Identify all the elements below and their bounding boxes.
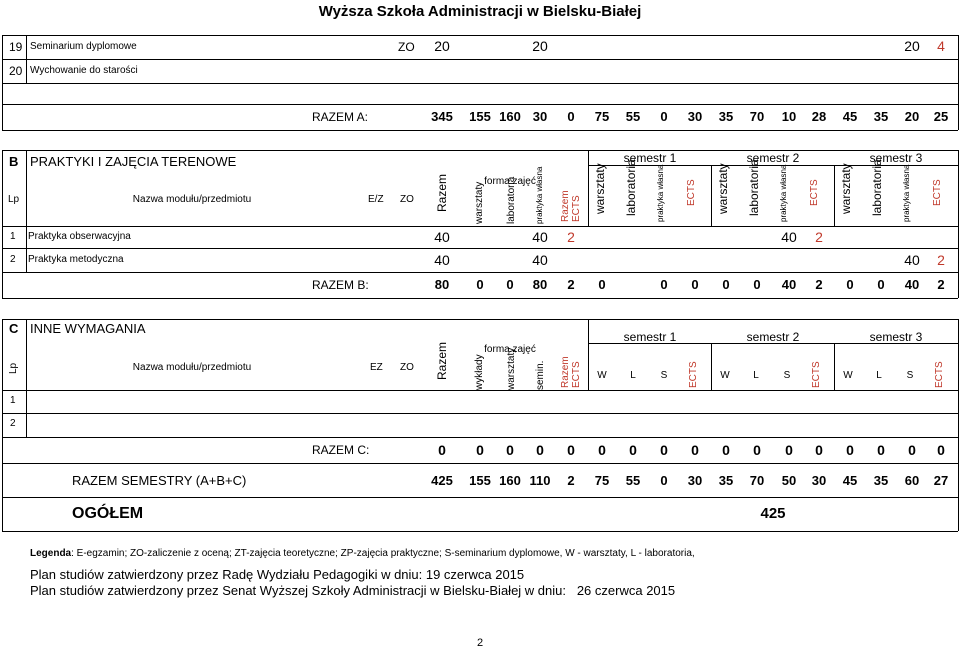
semestry-label: RAZEM SEMESTRY (A+B+C) xyxy=(72,473,247,488)
column-header: praktyka własna xyxy=(656,164,665,222)
total-cell: 30 xyxy=(687,473,703,488)
row-value: 40 xyxy=(781,229,797,245)
total-cell: 35 xyxy=(718,473,734,488)
column-header: S xyxy=(783,370,791,381)
header-forma: forma zajęć xyxy=(484,176,536,187)
semester-header: semestr 3 xyxy=(869,151,923,165)
semester-header: semestr 1 xyxy=(623,151,677,165)
total-cell: 0 xyxy=(629,442,637,458)
column-header: ECTS xyxy=(686,179,697,206)
total-cell: 35 xyxy=(873,109,889,124)
total-cell: 40 xyxy=(904,277,920,292)
row-ects: 2 xyxy=(815,229,823,245)
semester-header: semestr 2 xyxy=(746,330,800,344)
semester-header: semestr 2 xyxy=(746,151,800,165)
header-wyklady: wykłady xyxy=(474,354,485,390)
header-warsztaty: warsztaty xyxy=(474,181,485,224)
row-value: 20 xyxy=(532,38,548,54)
total-cell: 0 xyxy=(598,442,606,458)
total-cell: 0 xyxy=(506,442,514,458)
row-lp: 19 xyxy=(9,40,23,54)
column-header: ECTS xyxy=(688,361,699,388)
section-title: INNE WYMAGANIA xyxy=(30,321,146,336)
total-cell: 0 xyxy=(476,442,484,458)
section-letter: C xyxy=(9,321,19,336)
total-cell: 80 xyxy=(532,277,548,292)
header-zo: ZO xyxy=(400,362,414,373)
total-cell: 50 xyxy=(781,473,797,488)
legend-text: : E-egzamin; ZO-zaliczenie z oceną; ZT-zajęcia teoretyczne; ZP-zajęcia praktyczne; S-seminarium dyplomowe, W - warsztaty, L - laboratoria, xyxy=(71,548,695,559)
total-cell: 80 xyxy=(434,277,450,292)
legend-label: Legenda xyxy=(30,548,72,559)
header-laboratoria: laboratoria xyxy=(506,176,517,224)
header-razem-ects: Razem ECTS xyxy=(560,356,582,388)
total-cell: 0 xyxy=(476,277,484,292)
column-header: laboratoria xyxy=(870,159,884,216)
total-cell: 60 xyxy=(904,473,920,488)
total-cell: 35 xyxy=(718,109,734,124)
total-cell: 30 xyxy=(687,109,703,124)
ogolem-value: 425 xyxy=(760,505,786,522)
total-cell: 55 xyxy=(625,473,641,488)
row-lp: 1 xyxy=(10,231,16,242)
column-header: W xyxy=(720,370,730,381)
row-ects: 2 xyxy=(937,252,945,268)
column-header: warsztaty xyxy=(716,163,730,214)
total-cell: 25 xyxy=(933,109,949,124)
total-cell: 345 xyxy=(431,109,453,124)
razem-b-label: RAZEM B: xyxy=(312,278,369,292)
row-razem: 20 xyxy=(434,38,450,54)
total-cell: 30 xyxy=(532,109,548,124)
total-cell: 45 xyxy=(842,109,858,124)
column-header: ECTS xyxy=(811,361,822,388)
row-zo: ZO xyxy=(398,40,415,54)
total-cell: 0 xyxy=(877,277,885,292)
total-cell: 155 xyxy=(469,473,491,488)
column-header: L xyxy=(630,370,636,381)
row-ects: 4 xyxy=(937,38,945,54)
row-name: Praktyka obserwacyjna xyxy=(28,231,131,242)
header-name: Nazwa modułu/przedmiotu xyxy=(132,362,252,373)
plan-approval-senate-text: Plan studiów zatwierdzony przez Senat Wyższej Szkoły Administracji w Bielsku-Białej w dniu: xyxy=(30,583,566,598)
total-cell: 2 xyxy=(937,277,945,292)
row-name: Praktyka metodyczna xyxy=(28,254,124,265)
total-cell: 0 xyxy=(722,442,730,458)
column-header: laboratoria xyxy=(747,159,761,216)
row-ects: 2 xyxy=(567,229,575,245)
plan-approval-senate-date: 26 czerwca 2015 xyxy=(576,583,676,598)
header-name: Nazwa modułu/przedmiotu xyxy=(132,194,252,205)
header-forma: forma zajęć xyxy=(484,344,536,355)
row-value: 40 xyxy=(532,252,548,268)
column-header: warsztaty xyxy=(839,163,853,214)
header-lp: Lp xyxy=(8,194,20,205)
razem-c-label: RAZEM C: xyxy=(312,443,370,457)
header-lp: Lp xyxy=(8,362,19,374)
plan-approval-senate xyxy=(30,584,675,598)
total-cell: 30 xyxy=(811,473,827,488)
total-cell: 2 xyxy=(567,277,575,292)
plan-approval-council: Plan studiów zatwierdzony przez Radę Wydziału Pedagogiki w dniu: 19 czerwca 2015 xyxy=(30,567,525,582)
total-cell: 55 xyxy=(625,109,641,124)
header-razem: Razem xyxy=(435,173,449,212)
total-cell: 0 xyxy=(846,442,854,458)
header-razem: Razem xyxy=(435,341,449,380)
legend xyxy=(30,548,695,559)
total-cell: 0 xyxy=(846,277,854,292)
total-cell: 0 xyxy=(691,277,699,292)
section-title: PRAKTYKI I ZAJĘCIA TERENOWE xyxy=(30,154,237,169)
row-name: Wychowanie do starości xyxy=(30,65,138,76)
column-header: ECTS xyxy=(932,179,943,206)
column-header: praktyka własna xyxy=(902,164,911,222)
row-value: 40 xyxy=(904,252,920,268)
row-lp: 1 xyxy=(10,395,16,406)
total-cell: 2 xyxy=(567,473,575,488)
row-lp: 2 xyxy=(10,418,16,429)
total-cell: 0 xyxy=(660,473,668,488)
total-cell: 0 xyxy=(567,442,575,458)
total-cell: 160 xyxy=(499,473,521,488)
total-cell: 0 xyxy=(753,277,761,292)
razem-a-label: RAZEM A: xyxy=(312,110,369,124)
total-cell: 0 xyxy=(753,442,761,458)
semester-header: semestr 1 xyxy=(623,330,677,344)
total-cell: 425 xyxy=(431,473,453,488)
total-cell: 0 xyxy=(536,442,544,458)
total-cell: 10 xyxy=(781,109,797,124)
total-cell: 160 xyxy=(499,109,521,124)
header-warsztaty: warsztaty xyxy=(506,347,517,390)
row-lp: 2 xyxy=(10,254,16,265)
column-header: W xyxy=(843,370,853,381)
total-cell: 0 xyxy=(722,277,730,292)
total-cell: 0 xyxy=(877,442,885,458)
row-lp: 20 xyxy=(9,64,23,78)
total-cell: 27 xyxy=(933,473,949,488)
header-ez: E/Z xyxy=(368,194,384,205)
row-razem: 40 xyxy=(434,252,450,268)
header-ez: EZ xyxy=(370,362,383,373)
column-header: L xyxy=(753,370,759,381)
total-cell: 0 xyxy=(660,109,668,124)
total-cell: 40 xyxy=(781,277,797,292)
total-cell: 70 xyxy=(749,109,765,124)
total-cell: 0 xyxy=(937,442,945,458)
header-razem-ects: Razem ECTS xyxy=(560,190,582,222)
total-cell: 75 xyxy=(594,473,610,488)
total-cell: 0 xyxy=(908,442,916,458)
total-cell: 0 xyxy=(598,277,606,292)
total-cell: 20 xyxy=(904,109,920,124)
row-name: Seminarium dyplomowe xyxy=(30,41,137,52)
total-cell: 0 xyxy=(506,277,514,292)
total-cell: 75 xyxy=(594,109,610,124)
row-razem: 40 xyxy=(434,229,450,245)
column-header: warsztaty xyxy=(593,163,607,214)
page-number: 2 xyxy=(476,637,484,649)
header-semin: semin. xyxy=(535,360,546,390)
total-cell: 110 xyxy=(529,473,551,488)
column-header: praktyka własna xyxy=(779,164,788,222)
total-cell: 0 xyxy=(691,442,699,458)
column-header: L xyxy=(876,370,882,381)
semester-header: semestr 3 xyxy=(869,330,923,344)
total-cell: 0 xyxy=(785,442,793,458)
total-cell: 0 xyxy=(438,442,446,458)
ogolem-label: OGÓŁEM xyxy=(72,505,144,522)
header-zo: ZO xyxy=(400,194,414,205)
total-cell: 0 xyxy=(660,442,668,458)
header-praktyka: praktyka własna xyxy=(535,166,544,224)
column-header: ECTS xyxy=(934,361,945,388)
row-value: 20 xyxy=(904,38,920,54)
total-cell: 2 xyxy=(815,277,823,292)
total-cell: 28 xyxy=(811,109,827,124)
column-header: W xyxy=(597,370,607,381)
column-header: S xyxy=(906,370,914,381)
column-header: laboratoria xyxy=(624,159,638,216)
total-cell: 70 xyxy=(749,473,765,488)
total-cell: 155 xyxy=(469,109,491,124)
section-letter: B xyxy=(9,154,19,169)
column-header: ECTS xyxy=(809,179,820,206)
total-cell: 0 xyxy=(660,277,668,292)
total-cell: 45 xyxy=(842,473,858,488)
row-value: 40 xyxy=(532,229,548,245)
total-cell: 35 xyxy=(873,473,889,488)
column-header: S xyxy=(660,370,668,381)
total-cell: 0 xyxy=(815,442,823,458)
total-cell: 0 xyxy=(567,109,575,124)
page-title: Wyższa Szkoła Administracji w Bielsku-Białej xyxy=(318,3,642,20)
